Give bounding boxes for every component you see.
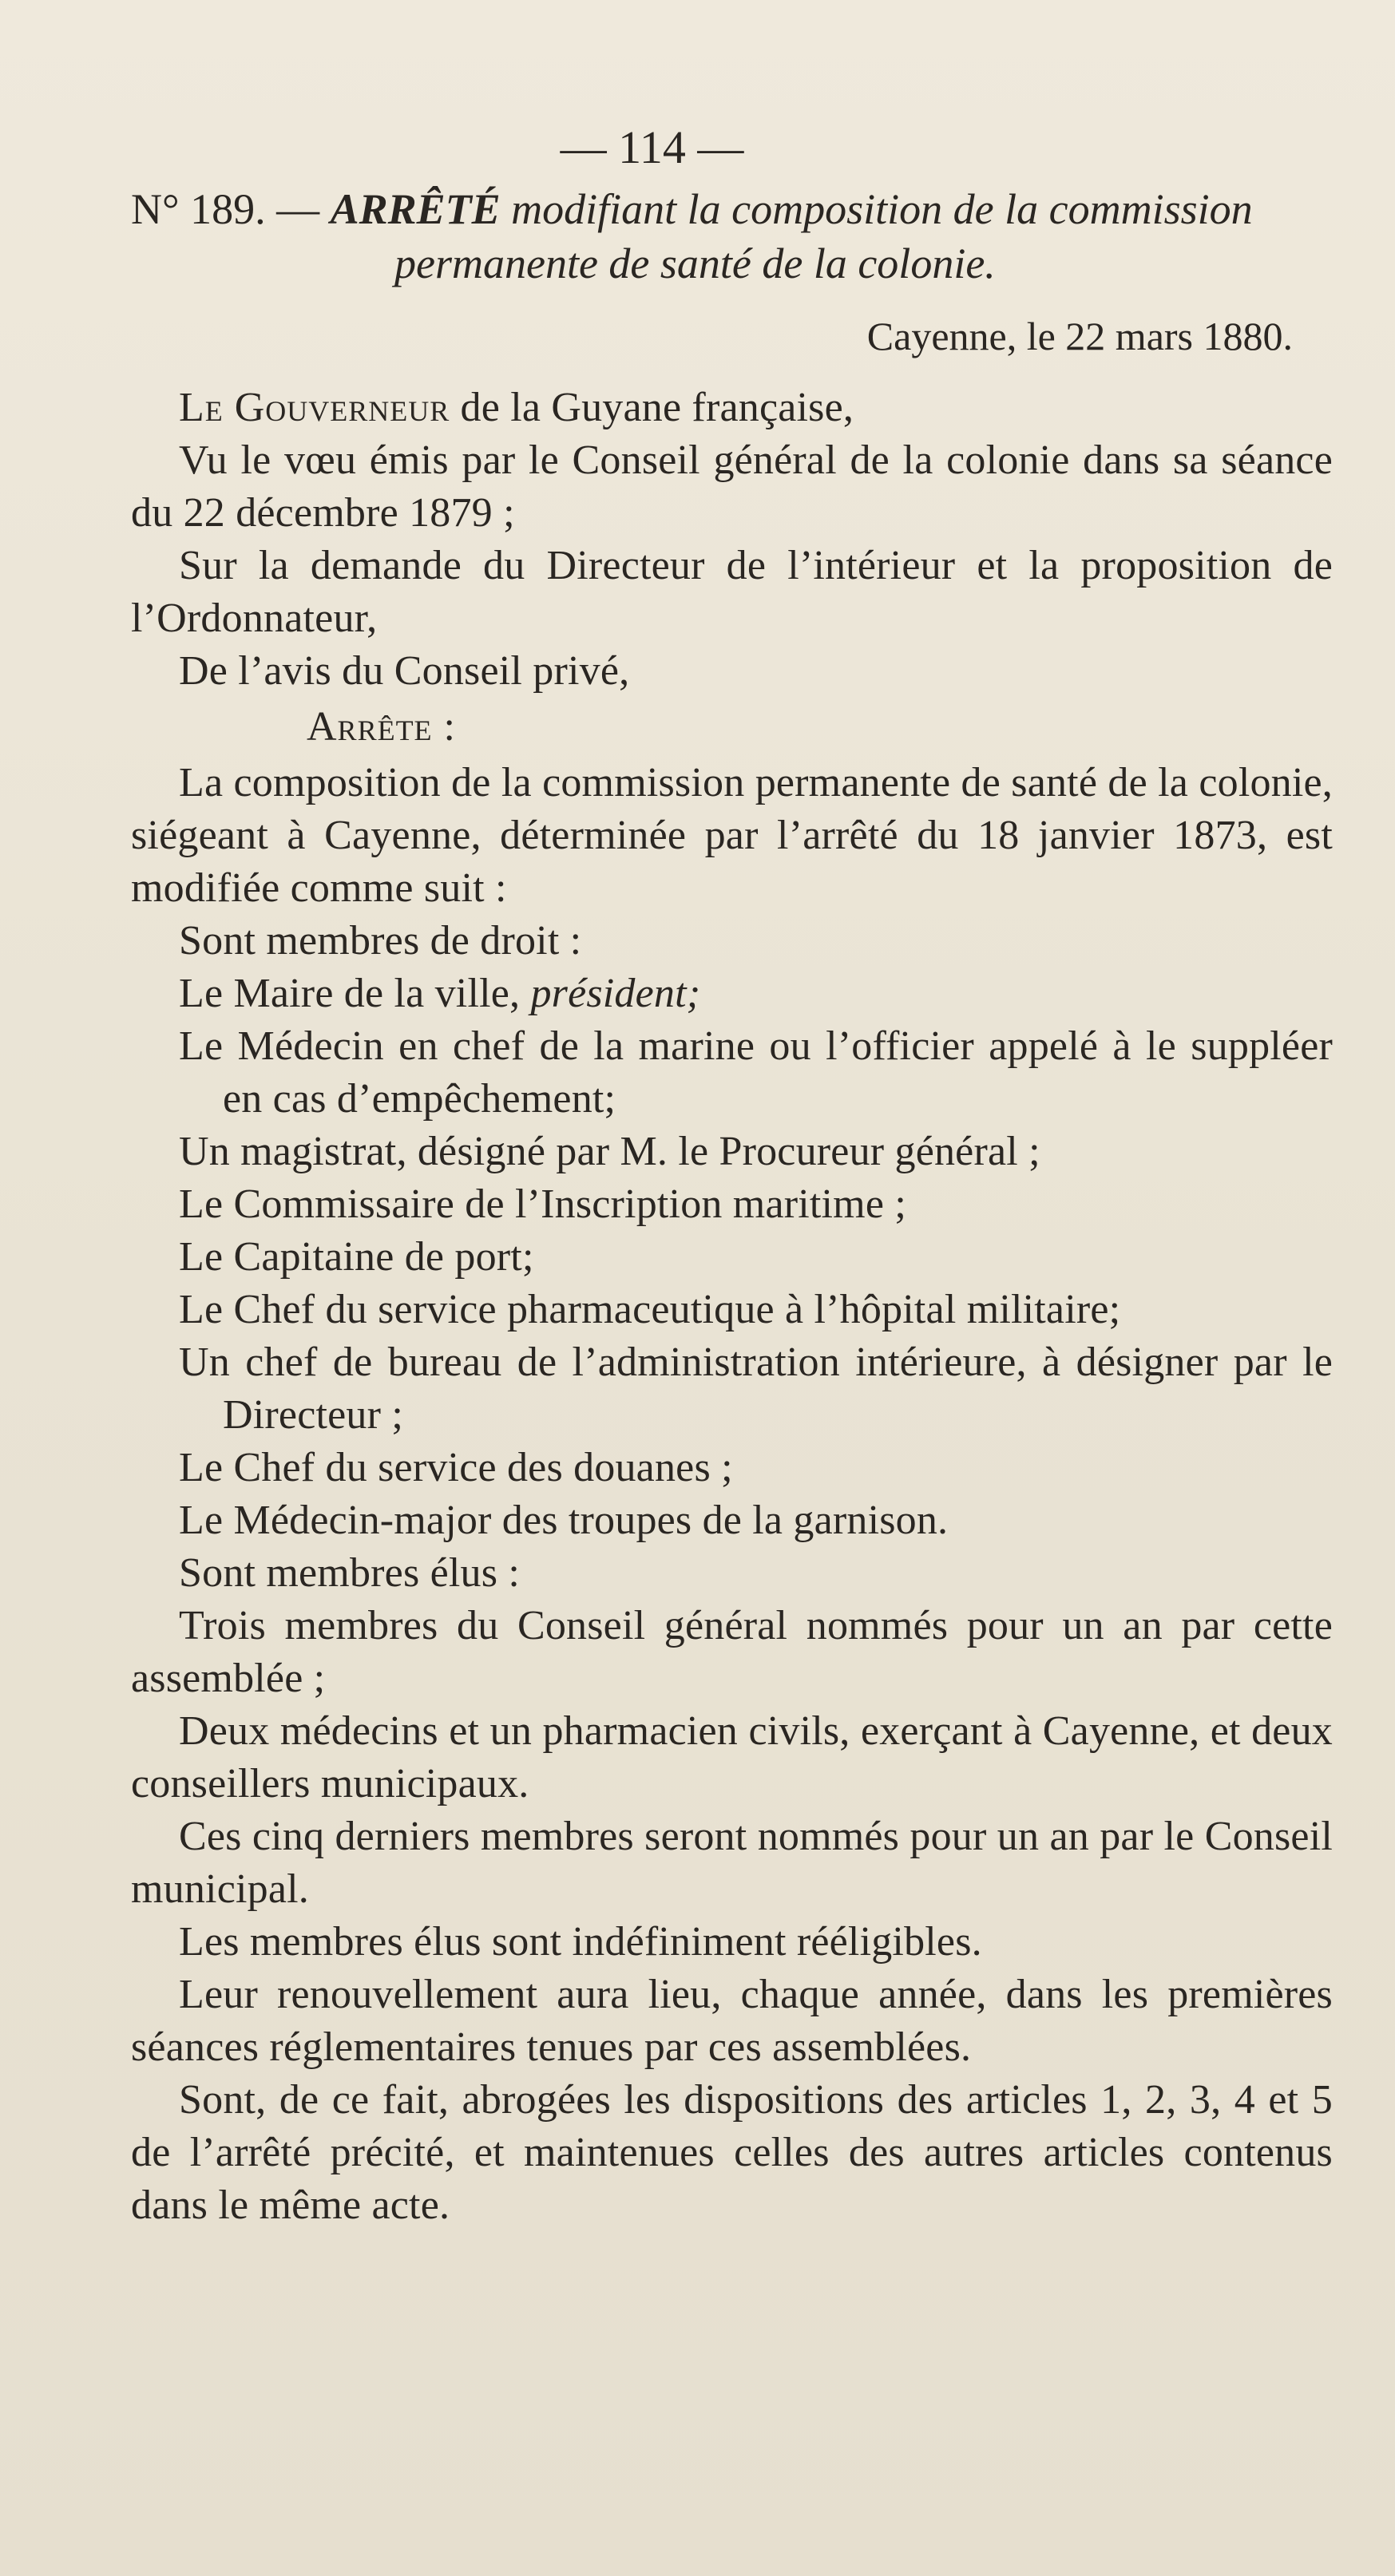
governor-rest: de la Guyane française, — [460, 385, 854, 430]
elus-paragraph: Ces cinq derniers membres seront nommés pour un an par le Conseil municipal. — [131, 1814, 1333, 1912]
member-item: Le Médecin en chef de la marine ou l’officier appelé à le suppléer en cas d’empêchement; — [179, 1023, 1333, 1122]
member-item: Le Chef du service des douanes ; — [179, 1445, 733, 1490]
droit-heading: Sont membres de droit : — [179, 918, 582, 964]
elus-heading: Sont membres élus : — [179, 1550, 520, 1596]
elus-paragraph: Les membres élus sont indéfiniment rééligibles. — [179, 1919, 982, 1965]
elus-paragraph: Sont, de ce fait, abrogées les dispositions des articles 1, 2, 3, 4 et 5 de l’arrêté précité, et maintenues celles des autres articles contenus dans le même acte. — [131, 2077, 1333, 2228]
page-number: — 114 — — [560, 121, 744, 173]
member-item: Un chef de bureau de l’administration intérieure, à désigner par le Directeur ; — [179, 1339, 1333, 1438]
member-item: Le Capitaine de port; — [179, 1234, 534, 1280]
decree-heading — [131, 182, 1333, 291]
intro-paragraph: La composition de la commission permanente de santé de la colonie, siégeant à Cayenne, déterminée par l’arrêté du 18 janvier 1873, est modifiée comme suit : — [131, 760, 1333, 911]
member-item: Le Médecin-major des troupes de la garnison. — [179, 1498, 949, 1543]
elus-paragraph: Leur renouvellement aura lieu, chaque année, dans les premières séances réglementaires tenues par ces assemblées. — [131, 1972, 1333, 2070]
mayor-role: président; — [530, 971, 701, 1016]
governor-title: Le Gouverneur — [179, 385, 450, 430]
consideration-paragraph: De l’avis du Conseil privé, — [179, 648, 630, 694]
decree-title-main: ARRÊTÉ — [330, 185, 501, 233]
member-item — [131, 967, 1333, 1020]
decree-number: N° 189. — — [131, 185, 320, 233]
consideration-paragraph: Vu le vœu émis par le Conseil général de la colonie dans sa séance du 22 décembre 1879 ; — [131, 437, 1333, 536]
member-item: Le Chef du service pharmaceutique à l’hôpital militaire; — [179, 1287, 1121, 1332]
elus-paragraph: Trois membres du Conseil général nommés pour un an par cette assemblée ; — [131, 1603, 1333, 1701]
member-item: Un magistrat, désigné par M. le Procureur général ; — [179, 1129, 1040, 1174]
elus-paragraph: Deux médecins et un pharmacien civils, exerçant à Cayenne, et deux conseillers municipaux. — [131, 1708, 1333, 1806]
consideration-paragraph: Sur la demande du Directeur de l’intérieur et la proposition de l’Ordonnateur, — [131, 543, 1333, 641]
dateline: Cayenne, le 22 mars 1880. — [866, 314, 1293, 358]
member-item: Le Commissaire de l’Inscription maritime ; — [179, 1181, 906, 1227]
mayor-text: Le Maire de la ville, — [179, 971, 521, 1016]
arrete-heading: Arrête : — [307, 704, 456, 750]
decree-title-rest: modifiant la composition de la commission permanente de santé de la colonie. — [394, 185, 1253, 287]
governor-line — [131, 382, 1333, 434]
page-content — [131, 120, 1333, 2232]
